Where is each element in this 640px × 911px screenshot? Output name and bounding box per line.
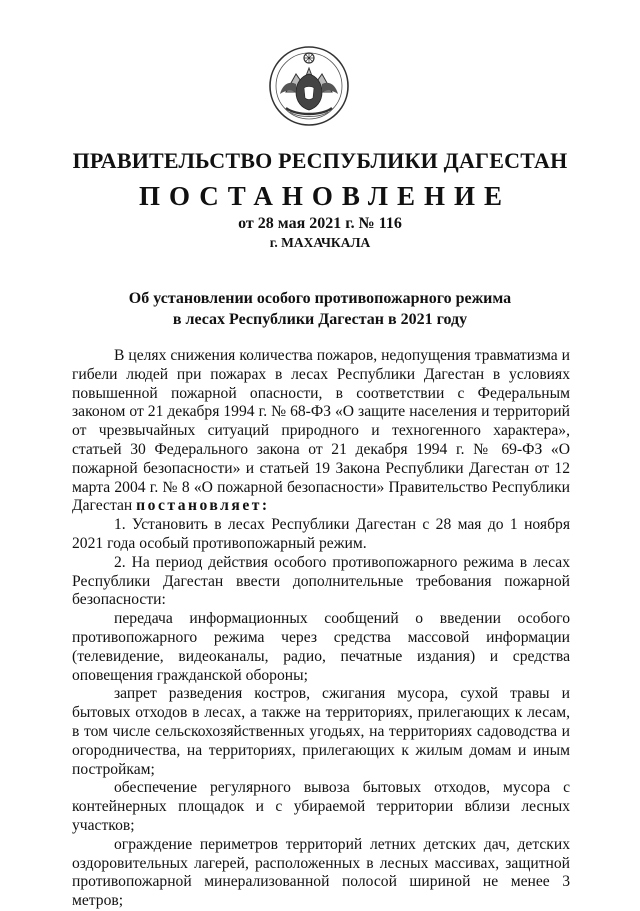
government-name: ПРАВИТЕЛЬСТВО РЕСПУБЛИКИ ДАГЕСТАН: [72, 148, 568, 173]
document-city: г. МАХАЧКАЛА: [269, 235, 371, 250]
item-paragraph-3: передача информационных сообщений о введении особого противопожарного режима через средства массовой информации (телевидение, видеоканалы, радио, печатные издания) и средства оповещения гражданской обороны;: [72, 610, 570, 684]
title-line-2: в лесах Республики Дагестан в 2021 году: [172, 311, 468, 328]
document-title: [0, 288, 640, 330]
item-paragraph-6: ограждение периметров территорий летних детских дач, детских оздоровительных лагерей, расположенных в лесных массивах, защитной противопожарной минерализованной полосой шириной не менее 3 метров;: [72, 835, 570, 910]
item-paragraph-5: обеспечение регулярного вывоза бытовых отходов, мусора с контейнерных площадок и с убираемой территории вблизи лесных участков;: [72, 779, 570, 834]
item-paragraph-4: запрет разведения костров, сжигания мусора, сухой травы и бытовых отходов в лесах, а также на территориях, прилегающих к лесам, в том числе сельскохозяйственных угодьях, на территориях садоводства и огородничества, на территориях, прилегающих к жилым домам и иным постройкам;: [72, 685, 570, 778]
coat-of-arms-icon: [266, 44, 352, 128]
document-type: ПОСТАНОВЛЕНИЕ: [138, 181, 512, 211]
item-paragraph-1: 1. Установить в лесах Республики Дагестан с 28 мая до 1 ноября 2021 года особый противопожарный режим.: [72, 516, 570, 552]
item-paragraph-2: 2. На период действия особого противопожарного режима в лесах Республики Дагестан ввести дополнительные требования пожарной безопасности:: [72, 553, 570, 609]
title-line-1: Об установлении особого противопожарного режима: [128, 290, 512, 307]
preamble-text: В целях снижения количества пожаров, недопущения травматизма и гибели людей при пожарах в лесах Республики Дагестан в условиях повышенной пожарной опасности, в соответствии с Федеральным законом от 21 декабря 1994 г. № 68-ФЗ «О защите населения и территорий от чрезвычайных ситуаций природного и техногенного характера», статьей 30 Федерального закона от 21 декабря 1994 г. № 69-ФЗ «О пожарной безопасности» и статьей 19 Закона Республики Дагестан от 12 марта 2004 г. № 8 «О пожарной безопасности» Правительство Республики Дагестан: [72, 347, 570, 515]
preamble-paragraph: [72, 347, 570, 516]
decree-word: постановляет:: [136, 497, 270, 515]
document-date-number: от 28 мая 2021 г. № 116: [238, 215, 402, 232]
document-body: [72, 347, 570, 911]
